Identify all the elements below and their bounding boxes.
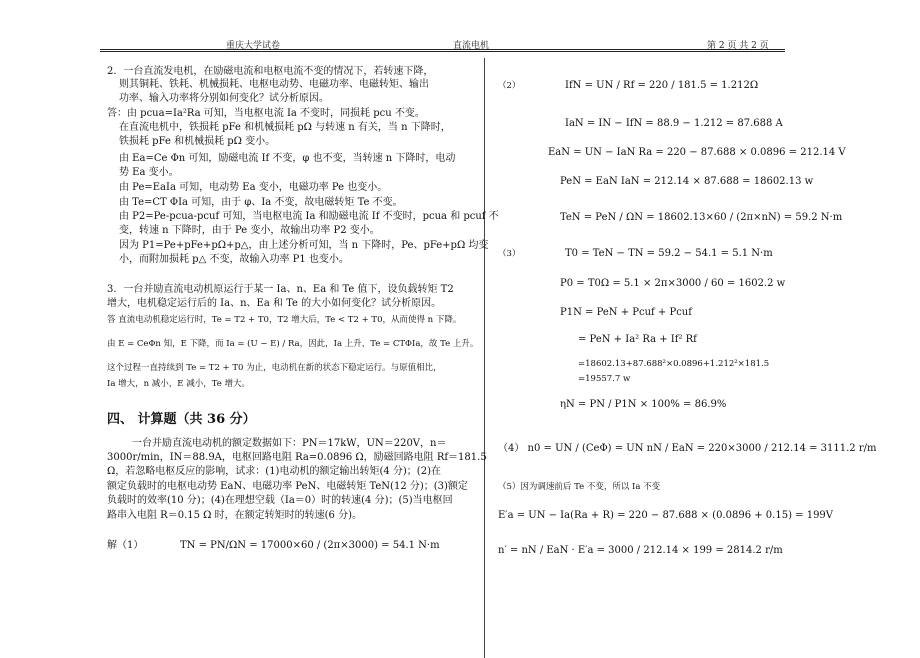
q3-answer-line: 这个过程一直持续到 Te = T2 + T0 为止，电动机在新的状态下稳定运行。与原值相比， — [107, 363, 442, 373]
q2-answer-line: 答：由 pcua=Ia²Ra 可知，当电枢电流 Ia 不变时，同损耗 pcu 不变。 — [107, 108, 425, 119]
equation-p1n-numeric: =18602.13+87.688²×0.0896+1.212²×181.5 — [578, 359, 770, 369]
problem-line: 负载时的效率(10 分)；(4)在理想空载（Ia＝0）时的转速(4 分)；(5)当电枢回 — [107, 495, 453, 506]
equation-n-prime: n′ = nN / EaN · E′a = 3000 / 212.14 × 199 = 2814.2 r/m — [498, 545, 783, 556]
equation-p0: P0 = T0Ω = 5.1 × 2π×3000 / 60 = 1602.2 w — [560, 278, 786, 289]
equation-p1n-result: =19557.7 w — [578, 374, 631, 384]
q2-answer-line: 由 P2=Pe-pcua-pcuf 可知，当电枢电流 Ia 和励磁电流 If 不变时，pcua 和 pcuf 不 — [119, 211, 499, 222]
equation-n0: （4） n0 = UN / (CeΦ) = UN nN / EaN = 220×3000 / 212.14 = 3111.2 r/m — [498, 443, 877, 454]
section4-title: 四、 计算题（共 36 分） — [107, 412, 256, 427]
q3-answer-line: 由 E = CeΦn 知，E 下降，而 Ia = (U − E) / Ra，因此，Ia 上升，Te = CTΦIa，故 Te 上升。 — [107, 339, 479, 349]
q2-answer-line: 由 Ea=Ce Φn 可知，励磁电流 If 不变，φ 也不变，当转速 n 下降时，电动 — [119, 153, 456, 164]
equation-ten: TeN = PeN / ΩN = 18602.13×60 / (2π×nN) = 59.2 N·m — [560, 212, 843, 223]
q2-answer-line: 因为 P1=Pe+pFe+pΩ+p△，由上述分析可知，当 n 下降时，Pe、pFe+pΩ 均变 — [119, 240, 489, 251]
q2-answer-line: 在直流电机中，铁损耗 pFe 和机械损耗 pΩ 与转速 n 有关，当 n 下降时， — [119, 122, 451, 133]
q2-answer-line: 小，而附加损耗 p△ 不变，故输入功率 P1 也变小。 — [119, 254, 349, 265]
equation-ean: EaN = UN − IaN Ra = 220 − 87.688 × 0.0896 = 212.14 V — [548, 147, 846, 158]
equation-ian: IaN = IN − IfN = 88.9 − 1.212 = 87.688 A — [565, 118, 783, 129]
problem-line: Ω，若忽略电枢反应的影响，试求：(1)电动机的额定输出转矩(4 分)；(2)在 — [107, 466, 441, 477]
part2-label: （2） — [498, 81, 521, 91]
header-rule-double — [100, 51, 785, 52]
header-left: 重庆大学试卷 — [226, 41, 281, 51]
column-divider — [484, 58, 485, 658]
solution1-label: 解（1） — [107, 540, 144, 551]
part5-label: （5）因为调速前后 Te 不变，所以 Ia 不变 — [498, 482, 661, 492]
header-page-number: 第 2 页 共 2 页 — [707, 41, 769, 51]
header-center: 直流电机 — [453, 41, 490, 51]
q3-question-line: 3．一台并励直流电动机原运行于某一 Ia、n、Ea 和 Te 值下，设负载转矩 T2 — [107, 284, 454, 295]
problem-line: 路串入电阻 R＝0.15 Ω 时，在额定转矩时的转速(6 分)。 — [107, 510, 362, 521]
problem-line: 额定负载时的电枢电动势 EaN、电磁功率 PeN、电磁转矩 TeN(12 分)；(3)额定 — [107, 481, 468, 492]
q2-answer-line: 由 Pe=EaIa 可知，电动势 Ea 变小，电磁功率 Pe 也变小。 — [119, 182, 388, 193]
q3-answer-line: Ia 增大，n 减小，E 减小，Te 增大。 — [107, 379, 250, 389]
q2-question-line: 2．一台直流发电机，在励磁电流和电枢电流不变的情况下，若转速下降， — [107, 66, 434, 77]
q3-question-line: 增大，电机稳定运行后的 Ia、n、Ea 和 Te 的大小如何变化？试分析原因。 — [107, 298, 442, 309]
problem-line: 3000r/min，IN＝88.9A，电枢回路电阻 Ra=0.0896 Ω，励磁回路电阻 Rf＝181.5 — [107, 452, 487, 463]
problem-line: 一台并励直流电动机的额定数据如下：PN＝17kW，UN＝220V，n＝ — [132, 438, 447, 449]
q3-answer-line: 答 直流电动机稳定运行时，Te = T2 + T0，T2 增大后，Te < T2 + T0，从而使得 n 下降。 — [107, 315, 462, 325]
equation-p1n-expanded: = PeN + Ia² Ra + If² Rf — [578, 334, 697, 345]
solution1-equation: TN = PN/ΩN = 17000×60 / (2π×3000) = 54.1 N·m — [180, 540, 440, 551]
q2-answer-line: 铁损耗 pFe 和机械损耗 pΩ 变小。 — [119, 136, 276, 147]
equation-ifn: IfN = UN / Rf = 220 / 181.5 = 1.212Ω — [565, 80, 759, 91]
part3-label: （3） — [498, 249, 521, 259]
equation-p1n: P1N = PeN + Pcuf + Pcuf — [560, 307, 692, 318]
header-rule — [100, 49, 785, 50]
q2-question-line: 功率、输入功率将分别如何变化？试分析原因。 — [119, 93, 329, 104]
q2-answer-line: 由 Te=CT ΦIa 可知，由于 φ、Ia 不变，故电磁转矩 Te 不变。 — [119, 197, 403, 208]
equation-ea-prime: E′a = UN − Ia(Ra + R) = 220 − 87.688 × (0.0896 + 0.15) = 199V — [498, 510, 834, 521]
equation-t0: T0 = TeN − TN = 59.2 − 54.1 = 5.1 N·m — [565, 248, 773, 259]
equation-efficiency: ηN = PN / P1N × 100% = 86.9% — [560, 399, 727, 410]
equation-pen: PeN = EaN IaN = 212.14 × 87.688 = 18602.13 w — [560, 176, 814, 187]
q2-answer-line: 变，转速 n 下降时，由于 Pe 变小，故输出功率 P2 变小。 — [119, 225, 380, 236]
q2-answer-line: 势 Ea 变小。 — [119, 167, 179, 178]
q2-question-line: 则其铜耗、铁耗、机械损耗、电枢电动势、电磁功率、电磁转矩、输出 — [119, 79, 429, 90]
